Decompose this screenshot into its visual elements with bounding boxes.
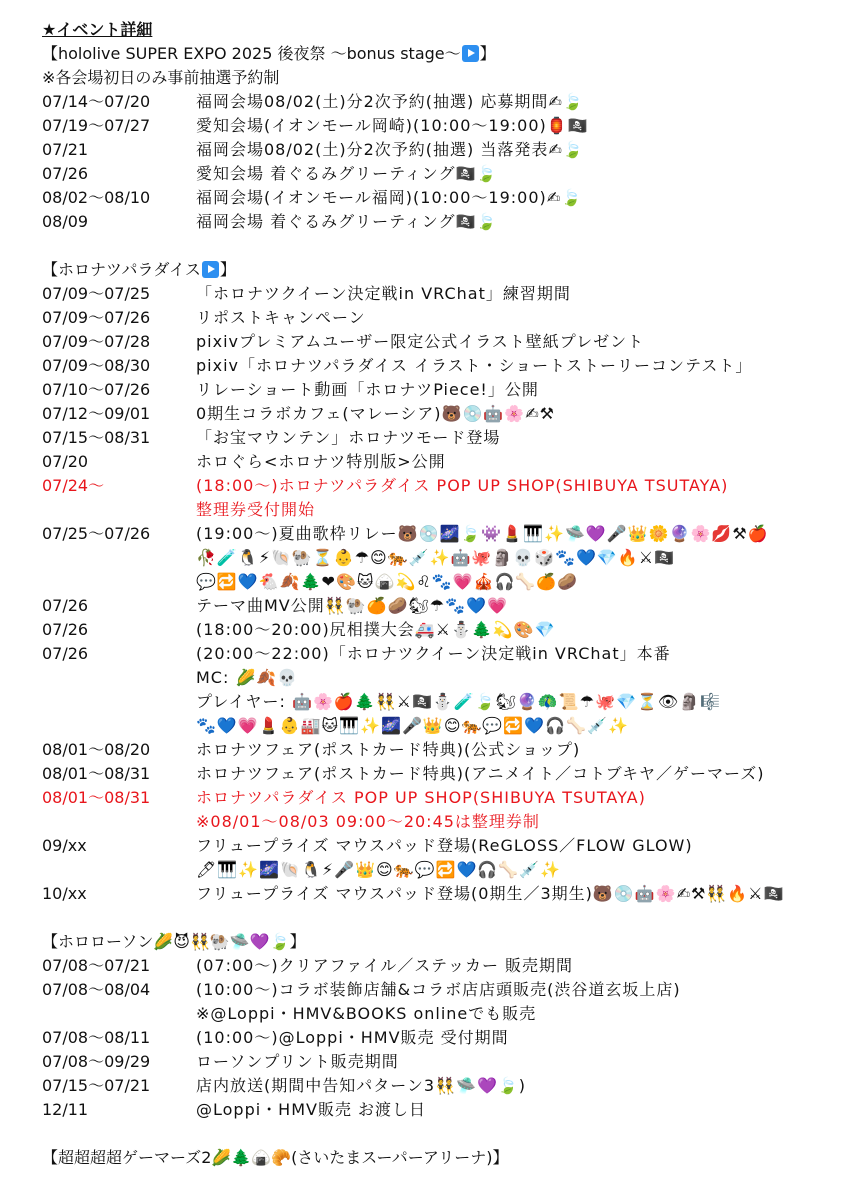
event-description: 愛知会場 着ぐるみグリーティング🏴‍☠️🍃 bbox=[196, 164, 498, 183]
event-description: 🖊🎹✨🌌🐚🐧⚡🎤👑😊🐅💬🔁💙🎧🦴💉✨ bbox=[196, 860, 562, 879]
event-description: (20:00〜22:00)「ホロナツクイーン決定戦in VRChat」本番 bbox=[196, 644, 671, 663]
event-description: (10:00〜)@Loppi・HMV販売 受付期間 bbox=[196, 1028, 509, 1047]
section-header-title: 【hololive SUPER EXPO 2025 後夜祭 〜bonus stage〜 bbox=[42, 44, 461, 63]
event-date: 07/19〜07/27 bbox=[42, 116, 151, 135]
event-description: MC: 🌽🍂💀 bbox=[196, 668, 299, 687]
event-date: 07/15〜07/21 bbox=[42, 1076, 151, 1095]
event-description: ※08/01〜08/03 09:00〜20:45は整理券制 bbox=[196, 812, 540, 831]
event-description: プレイヤー: 🤖🌸🍎🌲👯⚔🏴‍☠️⛄🧪🍃🐿🔮🦚📜☂🐙💎⏳👁🗿🎼 bbox=[196, 692, 722, 711]
event-date: 07/10〜07/26 bbox=[42, 380, 151, 399]
event-description: 福岡会場 着ぐるみグリーティング🏴‍☠️🍃 bbox=[196, 212, 498, 231]
event-description: 🥀🧪🐧⚡🐚🐏⏳👶☂😊🐅💉✨🤖🐙🗿💀🎲🐾💙💎🔥⚔🏴‍☠️ bbox=[196, 548, 676, 567]
event-description: 整理券受付開始 bbox=[196, 500, 316, 519]
event-description: リレーショート動画「ホロナツPiece!」公開 bbox=[196, 380, 539, 399]
event-date: 07/20 bbox=[42, 452, 89, 471]
event-description: 🐾💙💗💄👶🏭🐱🎹✨🌌🎤👑😊🐅💬🔁💙🎧🦴💉✨ bbox=[196, 716, 629, 735]
event-date: 07/21 bbox=[42, 140, 89, 159]
section-header-title: 【ホロナツパラダイス bbox=[42, 260, 201, 279]
event-date: 08/01〜08/31 bbox=[42, 764, 151, 783]
event-date: 07/26 bbox=[42, 164, 89, 183]
event-description: ホロナツフェア(ポストカード特典)(公式ショップ) bbox=[196, 740, 581, 759]
event-description: 「お宝マウンテン」ホロナツモード登場 bbox=[196, 428, 501, 447]
event-description: フリュープライズ マウスパッド登場(0期生／3期生)🐻💿🤖🌸✍⚒👯🔥⚔🏴‍☠️ bbox=[196, 884, 785, 903]
event-description: (18:00〜20:00)尻相撲大会🚑⚔⛄🌲💫🎨💎 bbox=[196, 620, 556, 639]
section-header-title: 【ホロローソン🌽😈👯🐏🛸💜🍃 bbox=[42, 932, 290, 951]
event-description: 店内放送(期間中告知パターン3👯🛸💜🍃) bbox=[196, 1076, 527, 1095]
event-description: ※@Loppi・HMV&BOOKS onlineでも販売 bbox=[196, 1004, 537, 1023]
section-header bbox=[42, 43, 496, 65]
event-date: 08/01〜08/20 bbox=[42, 740, 151, 759]
event-description: (18:00〜)ホロナツパラダイス POP UP SHOP(SHIBUYA TSUTAYA) bbox=[196, 476, 729, 495]
section-note: ※各会場初日のみ事前抽選予約制 bbox=[42, 68, 280, 87]
event-date: 07/26 bbox=[42, 644, 89, 663]
section-header-close: 】 bbox=[479, 44, 496, 63]
event-date: 07/15〜08/31 bbox=[42, 428, 151, 447]
event-description: pixivプレミアムユーザー限定公式イラスト壁紙プレゼント bbox=[196, 332, 645, 351]
section-header-title: 【超超超超ゲーマーズ2🌽🌲🍙🥐(さいたまスーパーアリーナ) bbox=[42, 1148, 493, 1167]
event-date: 07/12〜09/01 bbox=[42, 404, 151, 423]
event-date: 07/26 bbox=[42, 620, 89, 639]
section-header bbox=[42, 931, 306, 953]
event-date: 07/08〜08/04 bbox=[42, 980, 151, 999]
event-description: (07:00〜)クリアファイル／ステッカー 販売期間 bbox=[196, 956, 574, 975]
event-description: (10:00〜)コラボ装飾店舗&コラボ店店頭販売(渋谷道玄坂上店) bbox=[196, 980, 681, 999]
event-date: 07/08〜09/29 bbox=[42, 1052, 151, 1071]
event-description: リポストキャンペーン bbox=[196, 308, 366, 327]
event-description: (19:00〜)夏曲歌枠リレー🐻💿🌌🍃👾💄🎹✨🛸💜🎤👑🌼🔮🌸💋⚒🍎 bbox=[196, 524, 769, 543]
event-date: 08/02〜08/10 bbox=[42, 188, 151, 207]
event-date: 08/09 bbox=[42, 212, 89, 231]
event-description: ホロナツパラダイス POP UP SHOP(SHIBUYA TSUTAYA) bbox=[196, 788, 646, 807]
event-description: フリュープライズ マウスパッド登場(ReGLOSS／FLOW GLOW) bbox=[196, 836, 693, 855]
event-description: ホロぐら<ホロナツ特別版>公開 bbox=[196, 452, 446, 471]
event-date: 07/09〜07/26 bbox=[42, 308, 151, 327]
event-description: ホロナツフェア(ポストカード特典)(アニメイト／コトブキヤ／ゲーマーズ) bbox=[196, 764, 765, 783]
event-description: ローソンプリント販売期間 bbox=[196, 1052, 399, 1071]
event-description: 💬🔁💙🐔🍂🌲❤🎨🐱🍙💫♌🐾💗🎪🎧🦴🍊🥔 bbox=[196, 572, 579, 591]
page-title: ★イベント詳細 bbox=[42, 20, 153, 39]
section-header-close: 】 bbox=[289, 932, 306, 951]
event-description: 福岡会場08/02(土)分2次予約(抽選) 応募期間✍🍃 bbox=[196, 92, 584, 111]
event-date: 09/xx bbox=[42, 836, 87, 855]
event-date: 07/08〜07/21 bbox=[42, 956, 151, 975]
event-description: 福岡会場08/02(土)分2次予約(抽選) 当落発表✍🍃 bbox=[196, 140, 584, 159]
event-date: 07/09〜07/25 bbox=[42, 284, 151, 303]
event-description: 「ホロナツクイーン決定戦in VRChat」練習期間 bbox=[196, 284, 571, 303]
event-description: 福岡会場(イオンモール福岡)(10:00〜19:00)✍🍃 bbox=[196, 188, 583, 207]
event-date: 12/11 bbox=[42, 1100, 89, 1119]
section-header bbox=[42, 1147, 509, 1169]
section-header bbox=[42, 259, 236, 281]
event-date: 10/xx bbox=[42, 884, 87, 903]
event-date: 07/09〜07/28 bbox=[42, 332, 151, 351]
event-date: 07/09〜08/30 bbox=[42, 356, 151, 375]
event-description: @Loppi・HMV販売 お渡し日 bbox=[196, 1100, 427, 1119]
section-header-close: 】 bbox=[492, 1148, 509, 1167]
event-date: 08/01〜08/31 bbox=[42, 788, 151, 807]
event-description: pixiv「ホロナツパラダイス イラスト・ショートストーリーコンテスト」 bbox=[196, 356, 753, 375]
play-icon bbox=[462, 45, 479, 62]
event-description: 愛知会場(イオンモール岡崎)(10:00〜19:00)🏮🏴‍☠️ bbox=[196, 116, 589, 135]
event-date: 07/24〜 bbox=[42, 476, 105, 495]
event-description: テーマ曲MV公開👯🐏🍊🥔🐿☂🐾💙💗 bbox=[196, 596, 508, 615]
section-header-close: 】 bbox=[219, 260, 236, 279]
event-date: 07/08〜08/11 bbox=[42, 1028, 151, 1047]
event-date: 07/26 bbox=[42, 596, 89, 615]
event-description: 0期生コラボカフェ(マレーシア)🐻💿🤖🌸✍⚒ bbox=[196, 404, 555, 423]
event-date: 07/25〜07/26 bbox=[42, 524, 151, 543]
play-icon bbox=[202, 261, 219, 278]
event-date: 07/14〜07/20 bbox=[42, 92, 151, 111]
